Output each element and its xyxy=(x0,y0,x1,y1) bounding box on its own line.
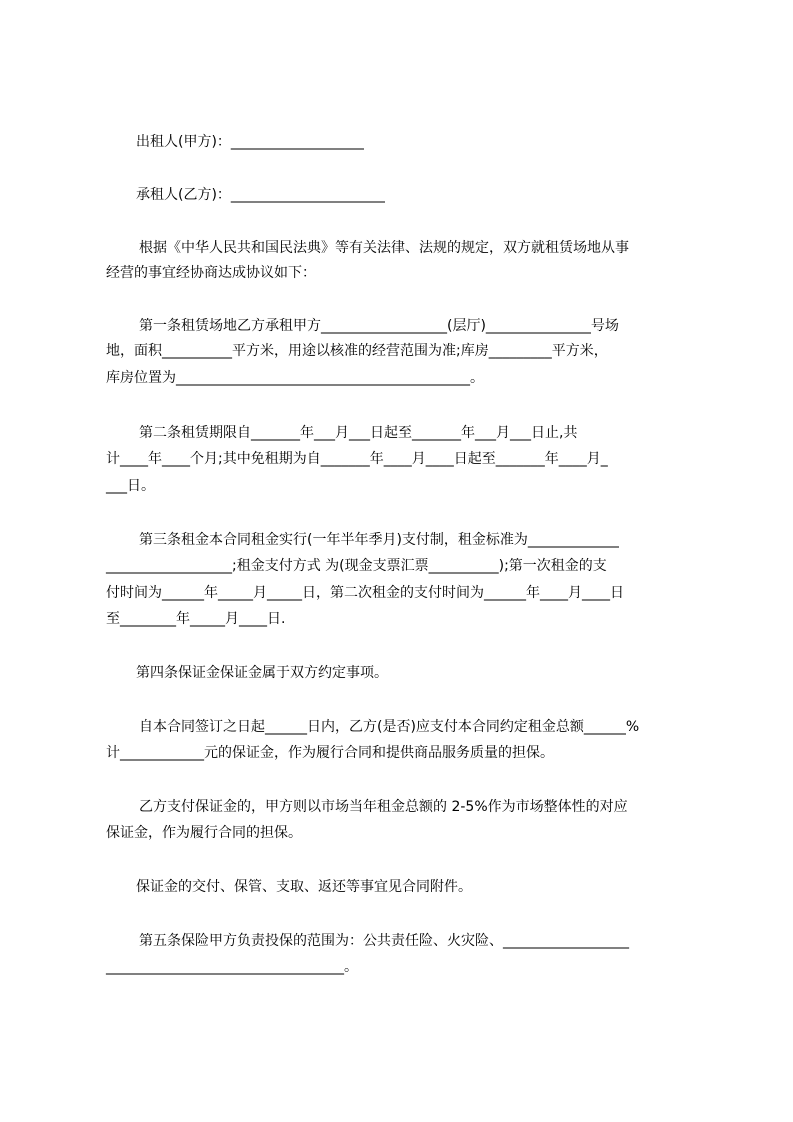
article-1-line: 库房位置为__________________________________________。 xyxy=(106,370,484,386)
lessor-line: 出租人(甲方)：___________________ xyxy=(136,134,364,150)
preamble-line: 根据《中华人民共和国民法典》等有关法律、法规的规定，双方就租赁场地从事 xyxy=(139,240,629,256)
article-3-line: 至________年_____月____日. xyxy=(106,611,286,627)
deposit-paragraph-2-line: 乙方支付保证金的，甲方则以市场当年租金总额的 2-5%作为市场整体性的对应 xyxy=(139,799,628,815)
article-3-line: 付时间为______年_____月_____日，第二次租金的支付时间为______年____月____日 xyxy=(106,585,624,601)
article-2-line: 计____年____个月;其中免租期为自_______年____月____日起至_______年____月_ xyxy=(106,451,608,467)
article-4-line: 第四条保证金保证金属于双方约定事项。 xyxy=(136,665,388,681)
preamble-line: 经营的事宜经协商达成协议如下： xyxy=(106,265,316,281)
article-1-line: 第一条租赁场地乙方承租甲方__________________(层厅)_______________号场 xyxy=(139,318,619,334)
article-3-line: __________________;租金支付方式 为(现金支票汇票__________);第一次租金的支 xyxy=(106,558,607,574)
deposit-paragraph-1-line: 自本合同签订之日起______日内，乙方(是否)应支付本合同约定租金总额______% xyxy=(139,719,640,735)
article-5-line: 第五条保险甲方负责投保的范围为：公共责任险、火灾险、__________________ xyxy=(139,933,629,949)
article-5-line: __________________________________。 xyxy=(106,959,358,975)
article-2-line: ___日。 xyxy=(106,478,155,494)
lessee-line: 承租人(乙方)：______________________ xyxy=(136,187,385,203)
article-2-line: 第二条租赁期限自_______年___月___日起至_______年___月___日止,共 xyxy=(139,425,578,441)
deposit-paragraph-2-line: 保证金，作为履行合同的担保。 xyxy=(106,825,302,841)
article-1-line: 地，面积__________平方米，用途以核准的经营范围为准;库房_________平方米， xyxy=(106,343,608,359)
deposit-paragraph-1-line: 计____________元的保证金，作为履行合同和提供商品服务质量的担保。 xyxy=(106,745,554,761)
deposit-paragraph-3-line: 保证金的交付、保管、支取、返还等事宜见合同附件。 xyxy=(136,879,472,895)
article-3-line: 第三条租金本合同租金实行(一年半年季月)支付制，租金标准为_____________ xyxy=(139,532,619,548)
